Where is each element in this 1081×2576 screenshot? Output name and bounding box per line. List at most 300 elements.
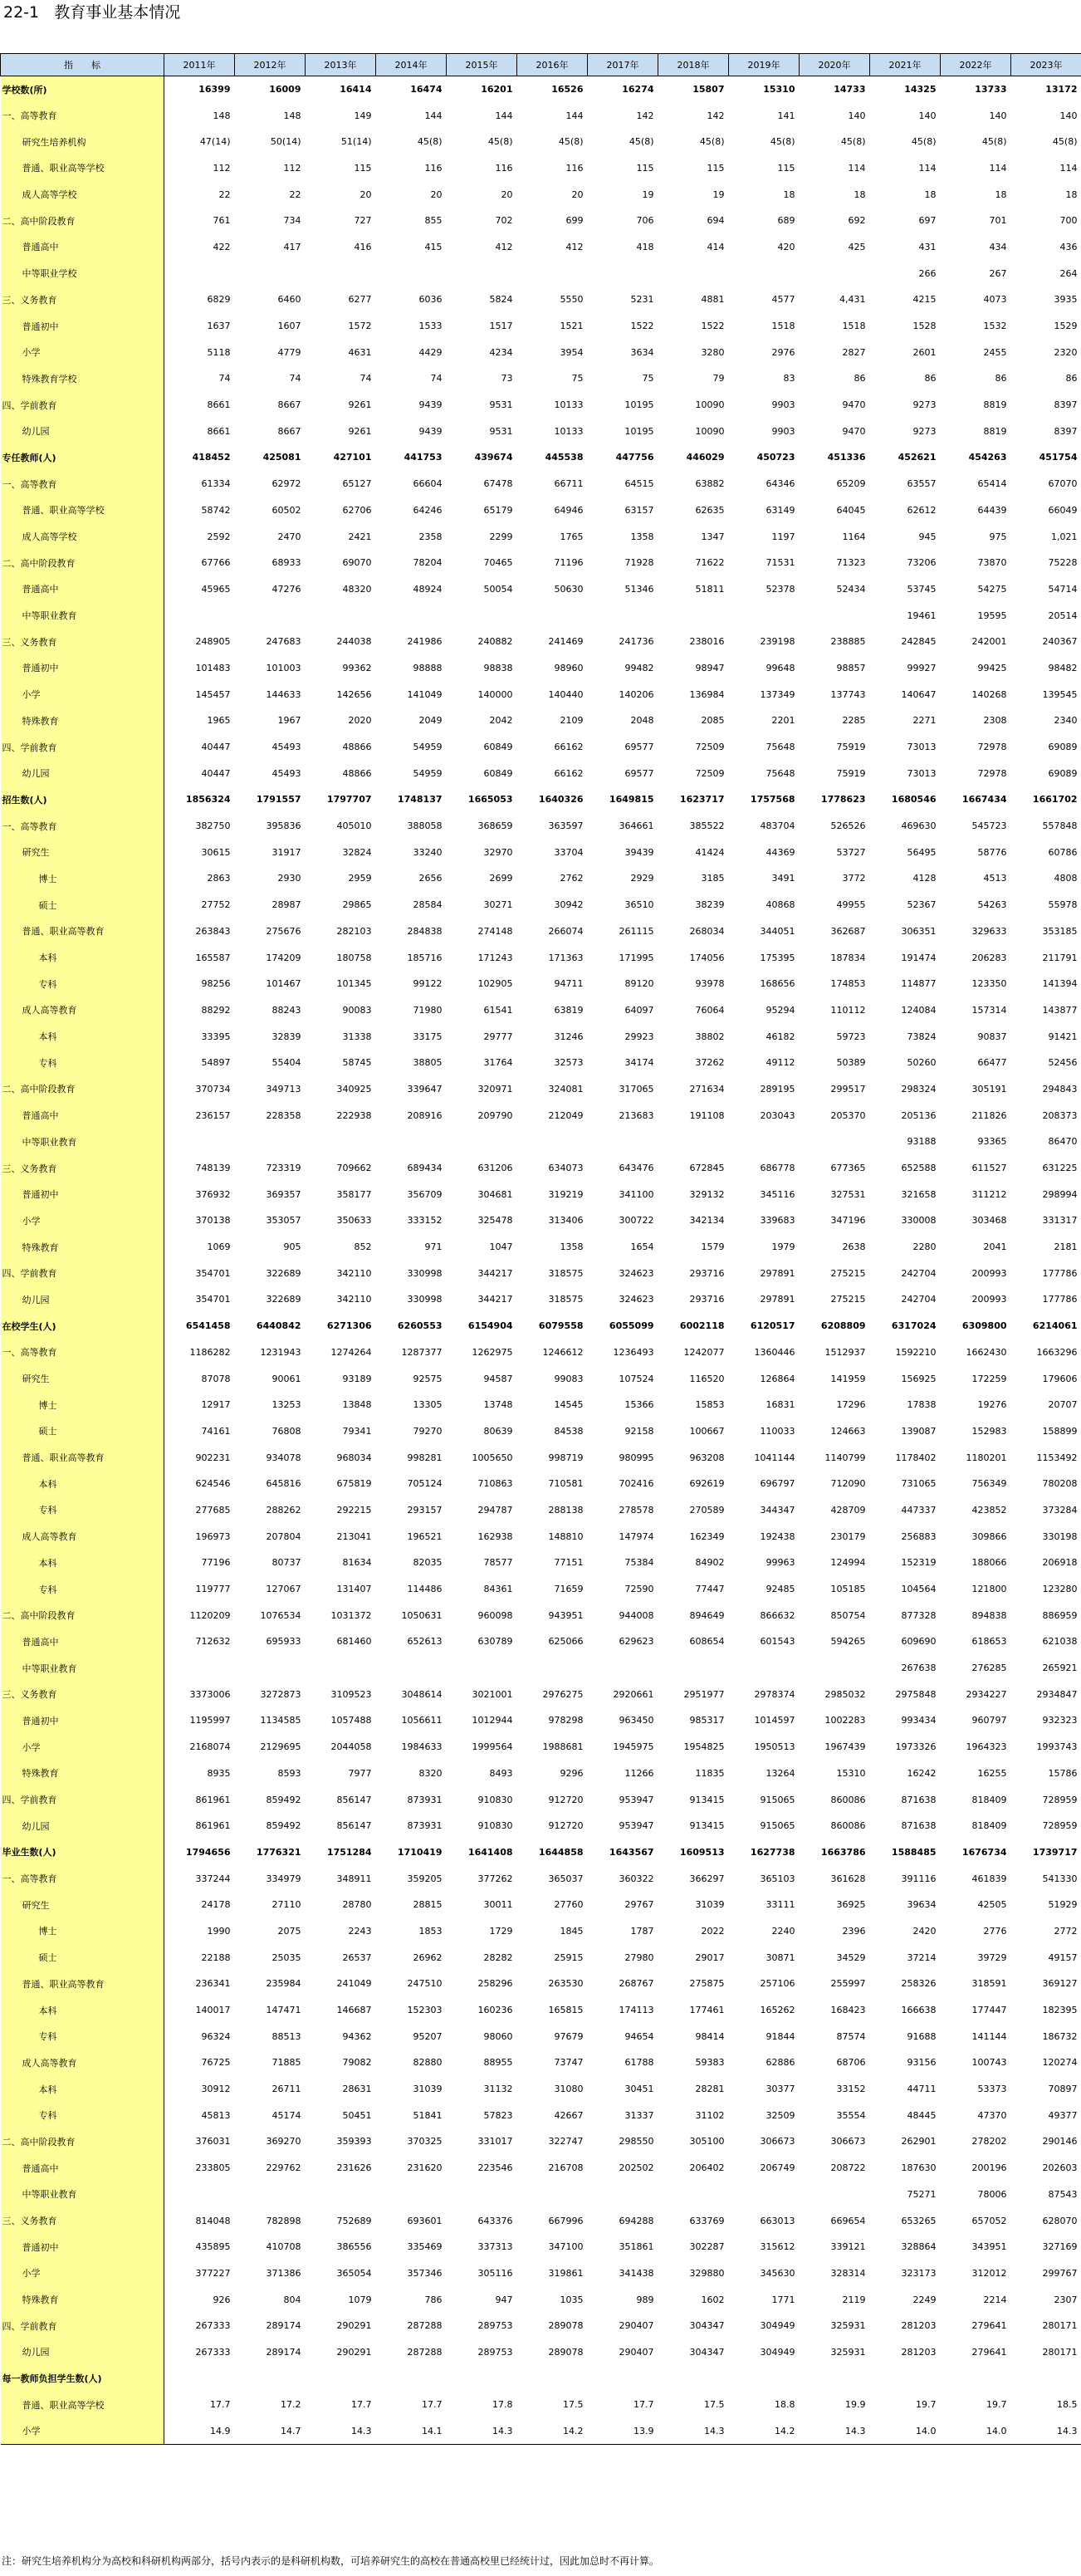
cell-value: 115 [636, 162, 654, 174]
cell-value: 17.7 [351, 2399, 372, 2411]
cell-value: 51346 [624, 583, 654, 595]
cell-value: 18 [1065, 189, 1078, 200]
cell-value: 98888 [413, 662, 443, 673]
cell-value: 247510 [407, 1978, 443, 1990]
cell-value: 15310 [836, 1767, 866, 1779]
cell-value: 14.3 [1011, 2418, 1081, 2445]
cell-value: 94587 [483, 1373, 513, 1384]
row-label: 普通高中 [1, 234, 164, 261]
cell-value: 16274 [622, 84, 654, 95]
cell-value: 968034 [336, 1452, 372, 1463]
cell-value: 1164 [842, 531, 866, 542]
cell-value: 60849 [483, 767, 513, 779]
cell-value: 31338 [342, 1031, 372, 1042]
cell-value: 175395 [760, 952, 795, 963]
table-row [1, 2050, 1081, 2076]
cell-value: 13172 [1045, 84, 1078, 95]
cell-value: 16474 [410, 84, 443, 95]
cell-value: 101003 [266, 662, 301, 673]
cell-value: 97679 [554, 2030, 584, 2042]
cell-value: 8661 [207, 399, 231, 411]
cell-value: 62972 [271, 478, 301, 490]
cell-value: 61541 [483, 1004, 513, 1016]
cell-value: 370138 [195, 1215, 231, 1227]
row-label: 专科 [1, 1497, 164, 1524]
cell-value: 52434 [836, 583, 866, 595]
cell-value: 2470 [277, 531, 301, 542]
cell-value: 69577 [624, 767, 654, 779]
cell-value: 856147 [336, 1820, 372, 1832]
cell-value: 80737 [271, 1557, 301, 1569]
cell-value: 168423 [830, 2005, 866, 2016]
cell-value: 13748 [483, 1399, 513, 1411]
cell-value: 9296 [560, 1767, 584, 1779]
cell-value: 136984 [689, 688, 725, 700]
cell-value: 2934847 [1036, 1688, 1078, 1700]
cell-value: 418 [636, 241, 654, 252]
cell-value: 1751284 [326, 1846, 372, 1858]
cell-value: 6079558 [538, 1320, 584, 1332]
cell-value: 18.5 [1057, 2399, 1078, 2411]
cell-value: 59383 [695, 2057, 725, 2069]
cell-value: 1079 [348, 2294, 372, 2305]
cell-value [658, 2182, 729, 2208]
cell-value: 267 [989, 267, 1007, 279]
cell-value: 331317 [1042, 1215, 1078, 1227]
table-row [1, 1918, 1081, 1945]
table-row [1, 1628, 1081, 1655]
cell-value: 324081 [548, 1083, 584, 1095]
cell-value: 2129695 [260, 1741, 301, 1753]
row-label: 中等职业教育 [1, 2182, 164, 2208]
cell-value: 242001 [971, 636, 1007, 648]
row-label: 招生数(人) [1, 786, 164, 813]
year-header: 2018年 [658, 54, 729, 76]
cell-value: 99648 [766, 662, 795, 673]
cell-value: 2656 [418, 873, 443, 884]
cell-value: 91688 [907, 2030, 937, 2042]
cell-value [870, 2365, 941, 2392]
table-section-row [1, 1313, 1081, 1339]
cell-value: 1076534 [260, 1609, 301, 1621]
cell-value: 90083 [342, 1004, 372, 1016]
cell-value: 971 [424, 1241, 443, 1253]
cell-value: 318575 [548, 1294, 584, 1305]
cell-value: 45493 [271, 742, 301, 753]
cell-value: 31917 [271, 846, 301, 858]
cell-value: 19276 [977, 1399, 1007, 1411]
cell-value: 16414 [340, 84, 372, 95]
row-label: 本科 [1, 944, 164, 971]
cell-value: 38802 [695, 1031, 725, 1042]
cell-value: 91421 [1048, 1031, 1078, 1042]
cell-value: 187630 [901, 2162, 937, 2174]
cell-value: 79 [712, 373, 725, 384]
cell-value: 206402 [689, 2162, 725, 2174]
cell-value: 2978374 [754, 1688, 795, 1700]
row-label: 学校数(所) [1, 76, 164, 103]
cell-value: 16831 [766, 1399, 795, 1411]
cell-value: 30615 [201, 846, 231, 858]
cell-value: 32509 [766, 2109, 795, 2121]
cell-value: 989 [636, 2294, 654, 2305]
cell-value: 20707 [1048, 1399, 1078, 1411]
cell-value: 188066 [971, 1557, 1007, 1569]
cell-value: 51(14) [340, 136, 372, 148]
row-label: 幼儿园 [1, 760, 164, 786]
cell-value: 3048614 [401, 1688, 443, 1700]
cell-value: 75384 [624, 1557, 654, 1569]
table-row [1, 1892, 1081, 1918]
cell-value: 376031 [195, 2136, 231, 2147]
cell-value: 6460 [277, 294, 301, 306]
cell-value [376, 2365, 447, 2392]
cell-value: 5824 [489, 294, 513, 306]
cell-value: 165815 [548, 2005, 584, 2016]
cell-value: 65179 [483, 504, 513, 516]
row-label: 硕士 [1, 892, 164, 918]
cell-value: 337313 [477, 2241, 513, 2253]
cell-value: 196521 [407, 1530, 443, 1542]
cell-value: 112 [283, 162, 301, 174]
cell-value: 13733 [975, 84, 1007, 95]
cell-value: 663013 [760, 2215, 795, 2226]
cell-value: 3373006 [189, 1688, 231, 1700]
cell-value: 284838 [407, 925, 443, 937]
cell-value: 267333 [195, 2346, 231, 2358]
cell-value: 8819 [983, 399, 1007, 411]
cell-value: 77196 [201, 1557, 231, 1569]
cell-value: 247683 [266, 636, 301, 648]
cell-value: 417 [283, 241, 301, 252]
cell-value: 45(8) [770, 136, 795, 148]
cell-value: 116520 [689, 1373, 725, 1384]
cell-value: 340925 [336, 1083, 372, 1095]
cell-value: 20 [430, 189, 443, 200]
cell-value: 68933 [271, 557, 301, 569]
cell-value: 141144 [971, 2030, 1007, 2042]
cell-value: 1965 [207, 715, 231, 727]
cell-value: 241986 [407, 636, 443, 648]
cell-value: 114 [848, 162, 866, 174]
cell-value: 48866 [342, 767, 372, 779]
cell-value: 45965 [201, 583, 231, 595]
cell-value: 915065 [760, 1820, 795, 1832]
cell-value: 38805 [413, 1057, 443, 1069]
cell-value: 280171 [1042, 2320, 1078, 2332]
cell-value: 50260 [907, 1057, 937, 1069]
row-label: 小学 [1, 1734, 164, 1761]
cell-value: 287288 [407, 2346, 443, 2358]
cell-value: 99362 [342, 662, 372, 673]
cell-value: 423852 [971, 1504, 1007, 1516]
cell-value: 1663296 [1036, 1346, 1078, 1358]
cell-value: 1035 [560, 2294, 584, 2305]
cell-value: 282103 [336, 925, 372, 937]
cell-value: 557848 [1042, 820, 1078, 832]
cell-value: 2358 [418, 531, 443, 542]
cell-value: 1358 [560, 1241, 584, 1253]
cell-value: 945 [918, 531, 937, 542]
cell-value: 45(8) [699, 136, 725, 148]
cell-value: 912720 [548, 1794, 584, 1805]
cell-value: 818409 [971, 1820, 1007, 1832]
cell-value: 206918 [1042, 1557, 1078, 1569]
cell-value [447, 1129, 517, 1155]
table-row [1, 2128, 1081, 2155]
cell-value: 2959 [348, 873, 372, 884]
cell-value: 14.7 [235, 2418, 306, 2445]
cell-value: 418452 [192, 452, 231, 463]
cell-value: 1579 [701, 1241, 725, 1253]
cell-value: 48924 [413, 583, 443, 595]
cell-value: 203043 [760, 1109, 795, 1121]
cell-value: 120274 [1042, 2057, 1078, 2069]
cell-value: 761 [213, 215, 231, 227]
cell-value: 2049 [418, 715, 443, 727]
cell-value: 39439 [624, 846, 654, 858]
cell-value: 447337 [901, 1504, 937, 1516]
cell-value: 77447 [695, 1584, 725, 1595]
cell-value: 267638 [901, 1663, 937, 1674]
cell-value [164, 1129, 235, 1155]
cell-value: 8667 [277, 425, 301, 437]
table-row [1, 1392, 1081, 1418]
cell-value: 331017 [477, 2136, 513, 2147]
cell-value: 9470 [842, 399, 866, 411]
cell-value: 17.2 [281, 2399, 301, 2411]
cell-value: 306673 [830, 2136, 866, 2147]
cell-value: 859492 [266, 1820, 301, 1832]
cell-value: 45(8) [911, 136, 937, 148]
cell-value: 748139 [195, 1163, 231, 1174]
row-label: 中等职业教育 [1, 1129, 164, 1155]
cell-value: 45(8) [629, 136, 654, 148]
cell-value: 4,431 [839, 294, 866, 306]
cell-value [235, 260, 306, 286]
cell-value: 299767 [1042, 2267, 1078, 2279]
cell-value: 439674 [474, 452, 513, 463]
cell-value: 8493 [489, 1767, 513, 1779]
cell-value: 205370 [830, 1109, 866, 1121]
cell-value: 311212 [971, 1188, 1007, 1200]
table-row [1, 1129, 1081, 1155]
table-row [1, 2023, 1081, 2050]
cell-value [517, 1655, 588, 1682]
cell-value: 902231 [195, 1452, 231, 1463]
cell-value: 115 [707, 162, 725, 174]
cell-value: 2109 [560, 715, 584, 727]
cell-value: 47370 [977, 2109, 1007, 2121]
cell-value: 3772 [842, 873, 866, 884]
cell-value: 44369 [766, 846, 795, 858]
cell-value: 652588 [901, 1163, 937, 1174]
cell-value: 45174 [271, 2109, 301, 2121]
row-label: 研究生 [1, 1365, 164, 1392]
cell-value: 166638 [901, 2005, 937, 2016]
table-row [1, 208, 1081, 234]
cell-value: 216708 [548, 2162, 584, 2174]
cell-value: 299517 [830, 1083, 866, 1095]
year-header: 2012年 [235, 54, 306, 76]
row-label: 专科 [1, 2023, 164, 2050]
table-row [1, 839, 1081, 865]
cell-value: 57823 [483, 2109, 513, 2121]
cell-value: 323173 [901, 2267, 937, 2279]
cell-value: 1522 [701, 321, 725, 332]
table-row [1, 2207, 1081, 2234]
cell-value: 168656 [760, 978, 795, 990]
cell-value: 235984 [266, 1978, 301, 1990]
cell-value: 73013 [907, 767, 937, 779]
row-label: 四、学前教育 [1, 2313, 164, 2339]
cell-value: 303468 [971, 1215, 1007, 1227]
cell-value: 88243 [271, 1004, 301, 1016]
cell-value: 322747 [548, 2136, 584, 2147]
cell-value: 6055099 [609, 1320, 654, 1332]
cell-value: 1993743 [1036, 1741, 1078, 1753]
row-label: 普通初中 [1, 2234, 164, 2260]
cell-value: 29923 [624, 1031, 654, 1042]
cell-value: 14.0 [870, 2418, 941, 2445]
cell-value: 347100 [548, 2241, 584, 2253]
cell-value: 3491 [771, 873, 795, 884]
cell-value: 327531 [830, 1188, 866, 1200]
cell-value: 281203 [901, 2346, 937, 2358]
cell-value [376, 1129, 447, 1155]
cell-value: 162938 [477, 1530, 513, 1542]
cell-value: 165262 [760, 2005, 795, 2016]
cell-value: 200993 [971, 1294, 1007, 1305]
cell-value: 196973 [195, 1530, 231, 1542]
cell-value: 66477 [977, 1057, 1007, 1069]
cell-value: 325478 [477, 1215, 513, 1227]
cell-value: 26537 [342, 1952, 372, 1963]
row-label: 小学 [1, 681, 164, 708]
cell-value: 289078 [548, 2346, 584, 2358]
cell-value: 451754 [1039, 452, 1078, 463]
cell-value: 621038 [1042, 1636, 1078, 1648]
cell-value: 1643567 [609, 1846, 654, 1858]
cell-value: 54959 [413, 767, 443, 779]
cell-value: 16399 [198, 84, 231, 95]
cell-value: 8935 [207, 1767, 231, 1779]
cell-value: 304681 [477, 1188, 513, 1200]
cell-value: 415 [424, 241, 443, 252]
cell-value: 144 [424, 110, 443, 121]
cell-value: 69089 [1048, 767, 1078, 779]
cell-value: 361628 [830, 1873, 866, 1884]
cell-value: 373284 [1042, 1504, 1078, 1516]
cell-value: 71323 [836, 557, 866, 569]
cell-value: 76064 [695, 1004, 725, 1016]
cell-value: 33152 [836, 2084, 866, 2095]
cell-value: 6309800 [961, 1320, 1007, 1332]
cell-value: 6317024 [891, 1320, 937, 1332]
table-row [1, 2286, 1081, 2313]
cell-value: 731065 [901, 1478, 937, 1490]
cell-value: 330998 [407, 1294, 443, 1305]
cell-value: 230179 [830, 1530, 866, 1542]
table-row [1, 1471, 1081, 1497]
cell-value: 271634 [689, 1083, 725, 1095]
cell-value [729, 1129, 800, 1155]
cell-value: 206283 [971, 952, 1007, 963]
table-row [1, 1971, 1081, 1997]
cell-value: 4513 [983, 873, 1007, 884]
cell-value: 2240 [771, 1925, 795, 1937]
cell-value: 860086 [830, 1820, 866, 1832]
row-label: 普通高中 [1, 2155, 164, 2182]
cell-value [588, 602, 658, 629]
cell-value: 140017 [195, 2005, 231, 2016]
cell-value: 4577 [771, 294, 795, 306]
cell-value: 140000 [477, 688, 513, 700]
cell-value: 276285 [971, 1663, 1007, 1674]
cell-value: 358177 [336, 1188, 372, 1200]
cell-value: 297891 [760, 1294, 795, 1305]
table-row [1, 2234, 1081, 2260]
cell-value: 2320 [1054, 346, 1078, 358]
cell-value: 1791557 [256, 794, 301, 806]
cell-value: 33240 [413, 846, 443, 858]
cell-value: 34529 [836, 1952, 866, 1963]
cell-value: 1195997 [189, 1715, 231, 1726]
cell-value: 8667 [277, 399, 301, 411]
cell-value: 5550 [560, 294, 584, 306]
cell-value: 712090 [830, 1478, 866, 1490]
cell-value: 631206 [477, 1163, 513, 1174]
cell-value: 40447 [201, 742, 231, 753]
row-label: 特殊教育 [1, 2286, 164, 2313]
row-label: 普通、职业高等教育 [1, 918, 164, 945]
cell-value: 6214061 [1032, 1320, 1078, 1332]
cell-value: 171995 [619, 952, 654, 963]
cell-value: 1014597 [754, 1715, 795, 1726]
row-label: 成人高等教育 [1, 1523, 164, 1550]
cell-value: 347196 [830, 1215, 866, 1227]
cell-value: 306673 [760, 2136, 795, 2147]
cell-value: 369270 [266, 2136, 301, 2147]
cell-value [306, 2182, 376, 2208]
cell-value: 1231943 [260, 1346, 301, 1358]
cell-value: 98947 [695, 662, 725, 673]
cell-value [306, 260, 376, 286]
row-label: 小学 [1, 2260, 164, 2287]
cell-value: 228358 [266, 1109, 301, 1121]
cell-value: 681460 [336, 1636, 372, 1648]
cell-value: 144 [565, 110, 584, 121]
table-row [1, 2102, 1081, 2128]
cell-value: 61334 [201, 478, 231, 490]
row-label: 普通高中 [1, 1628, 164, 1655]
cell-value: 14545 [554, 1399, 584, 1411]
cell-value: 1964323 [966, 1741, 1007, 1753]
row-label: 二、高中阶段教育 [1, 208, 164, 234]
cell-value: 2020 [348, 715, 372, 727]
cell-value: 281203 [901, 2320, 937, 2332]
cell-value: 186732 [1042, 2030, 1078, 2042]
row-label: 二、高中阶段教育 [1, 550, 164, 576]
cell-value: 1794656 [185, 1846, 231, 1858]
cell-value: 850754 [830, 1609, 866, 1621]
cell-value: 48320 [342, 583, 372, 595]
cell-value: 98414 [695, 2030, 725, 2042]
cell-value: 289195 [760, 1083, 795, 1095]
education-table [0, 53, 1081, 2445]
cell-value: 174056 [689, 952, 725, 963]
cell-value: 180758 [336, 952, 372, 963]
